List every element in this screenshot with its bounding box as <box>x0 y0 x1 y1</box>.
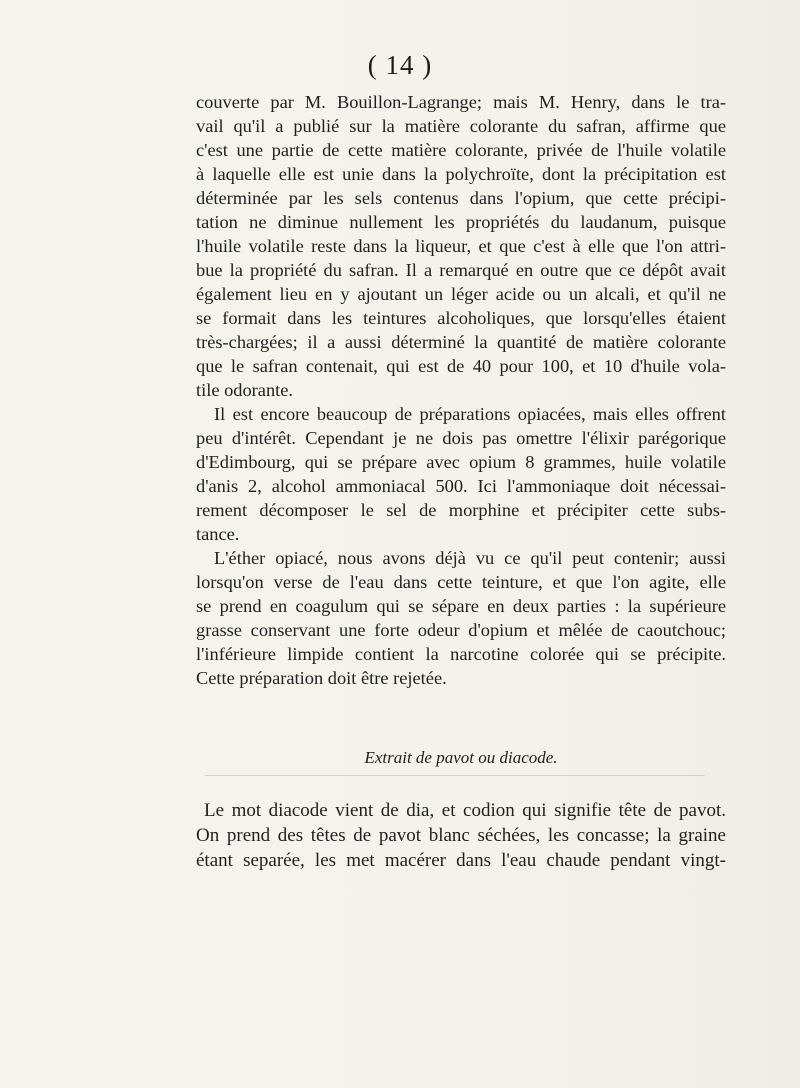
text-line: tance. <box>196 524 240 544</box>
text-line: peu d'intérêt. Cependant je ne dois pas omettre l'élixir parégorique <box>196 428 726 448</box>
text-line: déterminée par les sels contenus dans l'opium, que cette précipi- <box>196 188 726 208</box>
text-line: grasse conservant une forte odeur d'opium et mêlée de caoutchouc; <box>196 620 726 640</box>
text-line: d'anis 2, alcohol ammoniacal 500. Ici l'ammoniaque doit nécessai- <box>196 476 726 496</box>
text-line: également lieu en y ajoutant un léger acide ou un alcali, et qu'il ne <box>196 284 726 304</box>
text-line: à laquelle elle est unie dans la polychroïte, dont la précipitation est <box>196 164 726 184</box>
text-line: vail qu'il a publié sur la matière colorante du safran, affirme que <box>196 116 726 136</box>
text-line: étant separée, les met macérer dans l'eau chaude pendant vingt- <box>196 850 726 871</box>
text-line: Il est encore beaucoup de préparations opiacées, mais elles offrent <box>214 404 726 424</box>
page-number: ( 14 ) <box>367 50 433 80</box>
body-text <box>196 90 726 690</box>
text-line: c'est une partie de cette matière colorante, privée de l'huile volatile <box>196 140 726 160</box>
text-line: couverte par M. Bouillon-Lagrange; mais M. Henry, dans le tra- <box>196 92 726 112</box>
text-line: l'huile volatile reste dans la liqueur, et que c'est à elle que l'on attri- <box>196 236 726 256</box>
section-heading: Extrait de pavot ou diacode. <box>364 748 558 767</box>
text-line: l'inférieure limpide contient la narcotine colorée qui se précipite. <box>196 644 726 664</box>
text-line: Cette préparation doit être rejetée. <box>196 668 447 688</box>
text-line: tation ne diminue nullement les propriétés du laudanum, puisque <box>196 212 726 232</box>
text-line: tile odorante. <box>196 380 294 400</box>
text-line: On prend des têtes de pavot blanc séchées, les concasse; la graine <box>196 825 726 846</box>
text-line: que le safran contenait, qui est de 40 pour 100, et 10 d'huile vola- <box>196 356 726 376</box>
text-line: rement décomposer le sel de morphine et précipiter cette subs- <box>196 500 726 520</box>
text-line: lorsqu'on verse de l'eau dans cette teinture, et que l'on agite, elle <box>196 572 726 592</box>
separator-rule <box>205 775 705 776</box>
text-line: d'Edimbourg, qui se prépare avec opium 8 grammes, huile volatile <box>196 452 726 472</box>
body-text-section <box>196 798 726 873</box>
text-line: se prend en coagulum qui se sépare en deux parties : la supérieure <box>196 596 726 616</box>
text-line: se formait dans les teintures alcoholiques, que lorsqu'elles étaient <box>196 308 726 328</box>
text-line: bue la propriété du safran. Il a remarqué en outre que ce dépôt avait <box>196 260 726 280</box>
text-line: Le mot diacode vient de dia, et codion qui signifie tête de pavot. <box>204 800 726 821</box>
text-line: très-chargées; il a aussi déterminé la quantité de matière colorante <box>196 332 726 352</box>
text-line: L'éther opiacé, nous avons déjà vu ce qu'il peut contenir; aussi <box>214 548 726 568</box>
